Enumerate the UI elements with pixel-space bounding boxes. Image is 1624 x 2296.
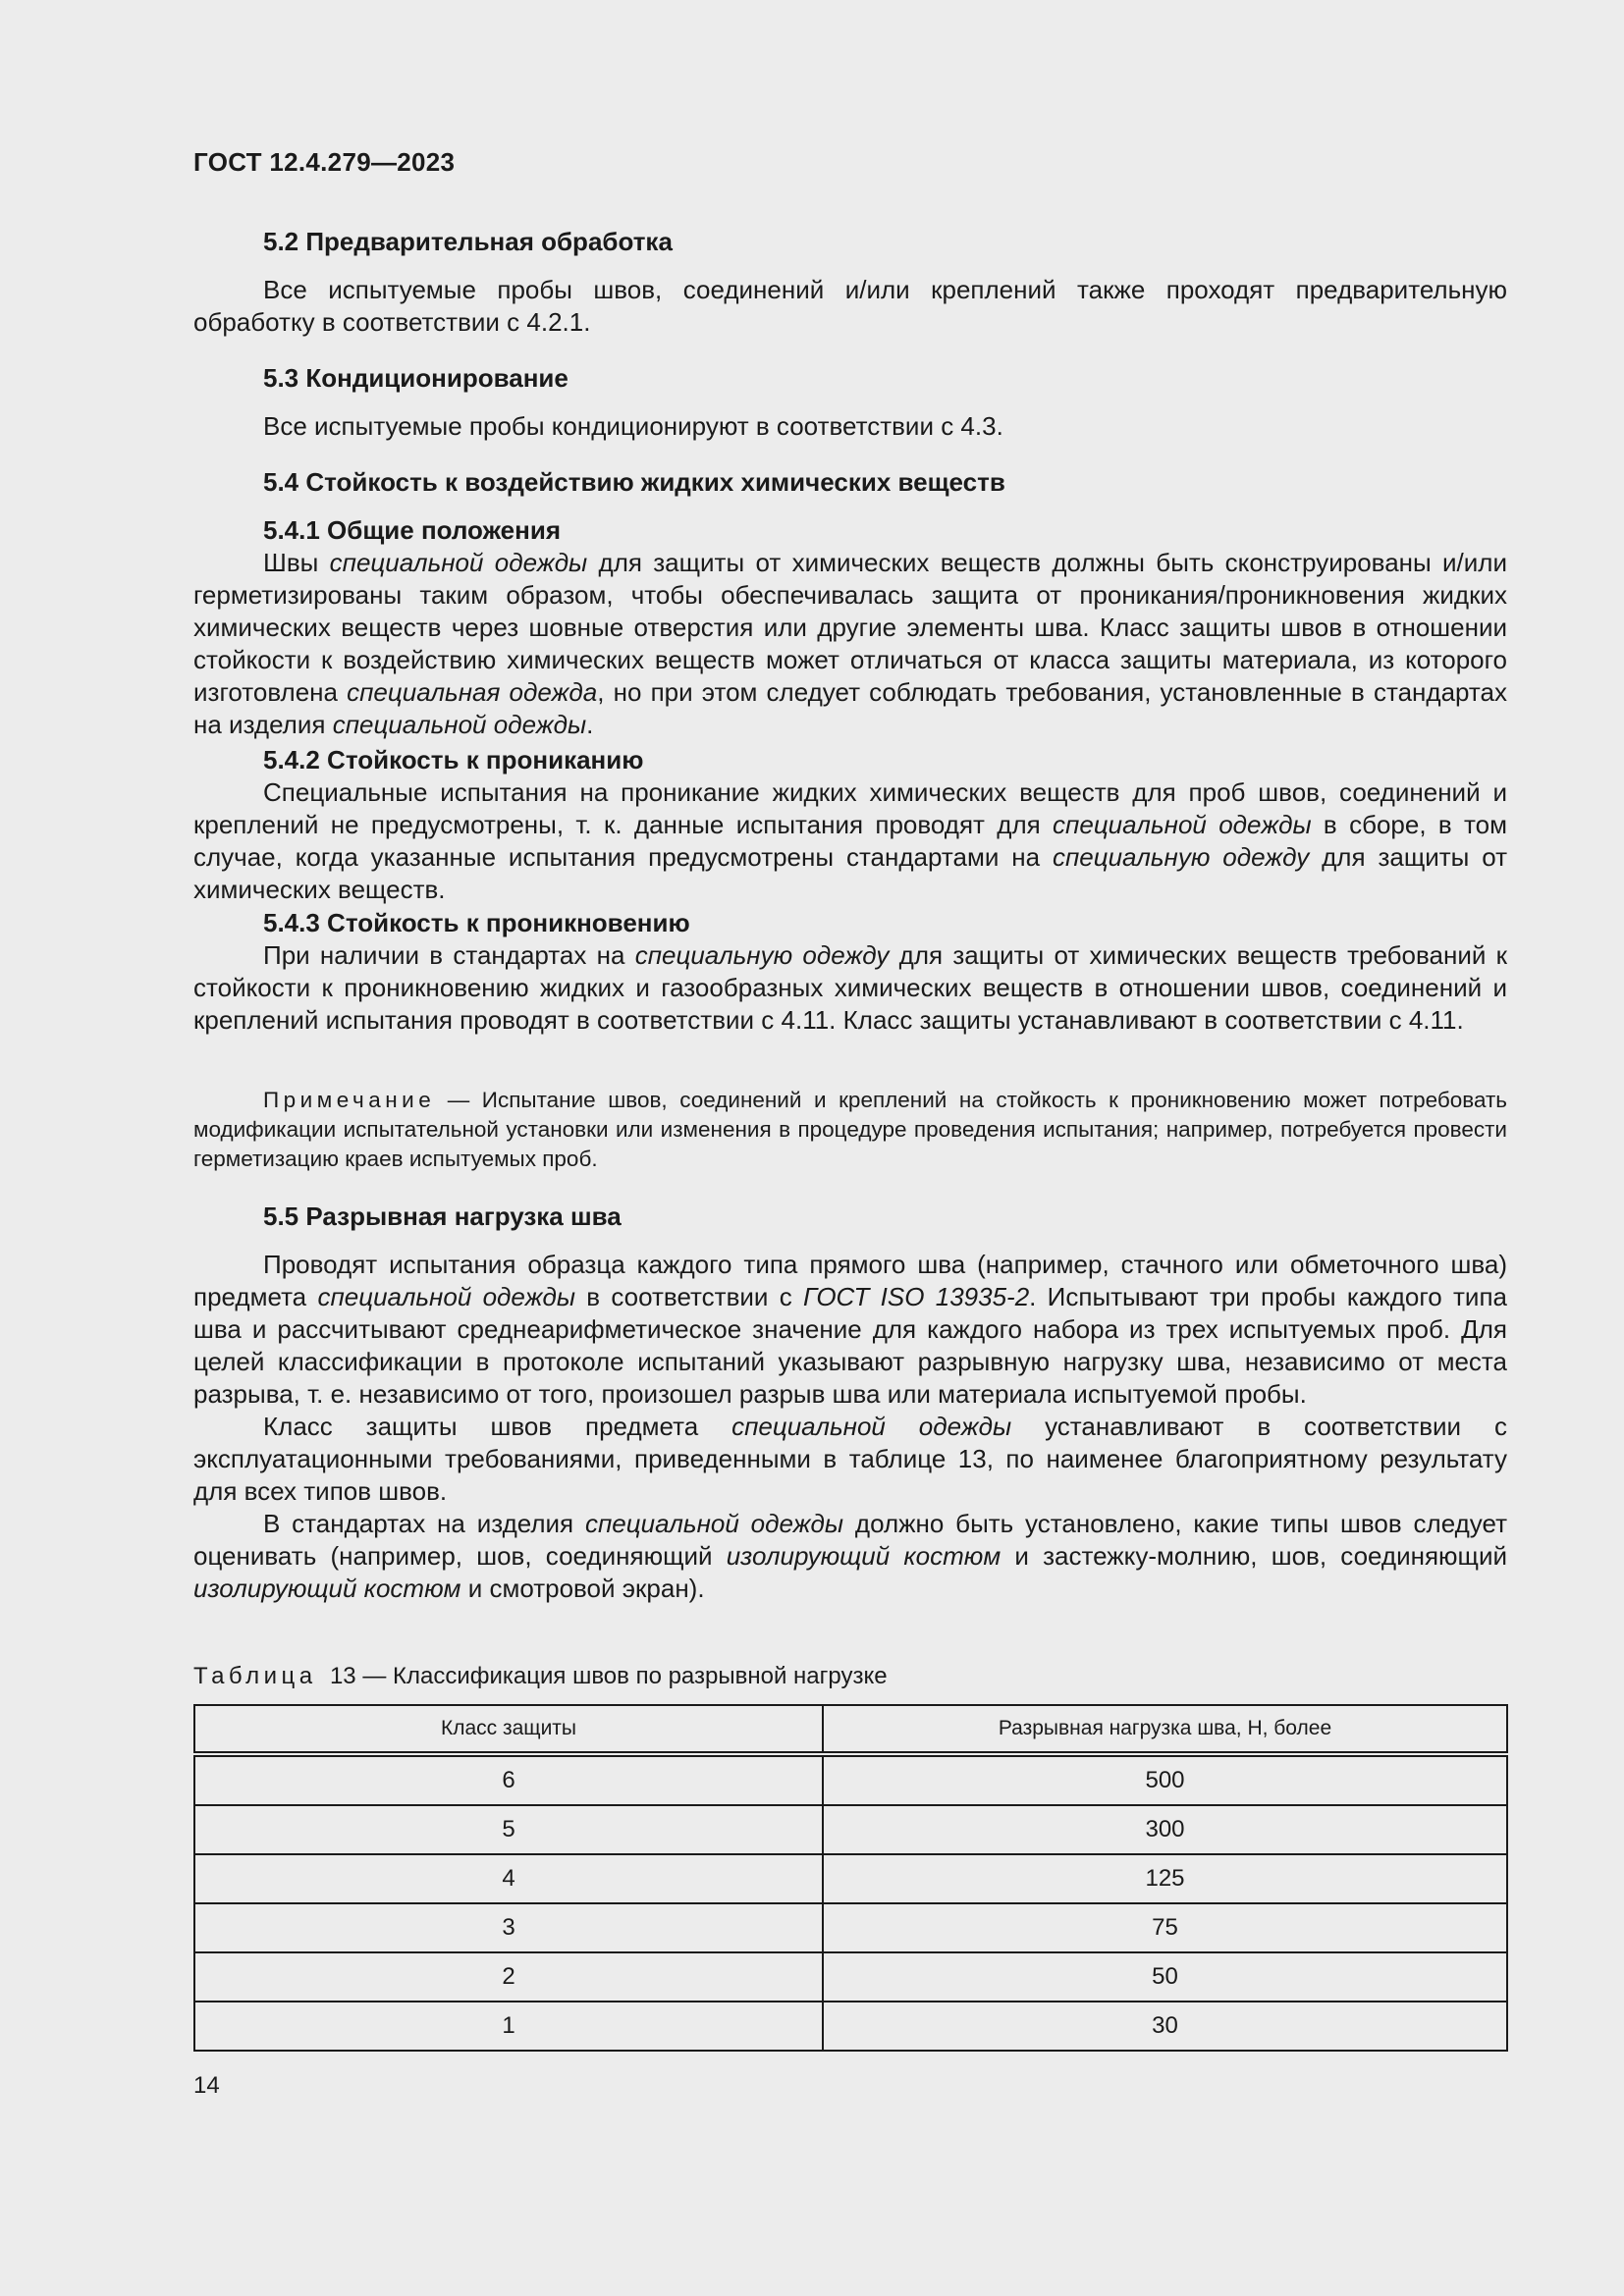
section-5-4-1 [193,514,1507,741]
table-row [194,1952,1507,2002]
table-row [194,1903,1507,1952]
column-header: Класс защиты [194,1705,823,1754]
section-title: 5.4 Стойкость к воздействию жидких химических веществ [263,467,1005,497]
note [193,1086,1507,1174]
table-cell: 500 [823,1754,1507,1805]
section-title: 5.3 Кондиционирование [263,363,568,393]
document-code: ГОСТ 12.4.279—2023 [193,147,456,177]
paragraph: При наличии в стандартах на специальную одежду для защиты от химических веществ требований к стойкости к проникновению жидких и газообразных химических веществ в отношении швов, соединений и креплений испытания проводят в соответствии с 4.11. Класс защиты устанавливают в соответствии с 4.11. [193,940,1507,1035]
table-cell: 50 [823,1952,1507,2002]
section-5-4-3 [193,907,1507,1037]
section-5-4 [193,466,1507,499]
table-cell: 6 [194,1754,823,1805]
table-row [194,1754,1507,1805]
table-row [194,1854,1507,1903]
section-title: 5.4.3 Стойкость к проникновению [263,908,690,937]
table-cell: 75 [823,1903,1507,1952]
paragraph: Специальные испытания на проникание жидких химических веществ для проб швов, соединений и креплений не предусмотрены, т. к. данные испытания проводят для специальной одежды в сборе, в том случае, когда указанные испытания предусмотрены стандартами на специальную одежду для защиты от химических веществ. [193,777,1508,904]
table-caption-label: Таблица [193,1663,317,1689]
table-caption-text: 13 — Классификация швов по разрывной нагрузке [329,1663,888,1689]
paragraph: Швы специальной одежды для защиты от химических веществ должны быть сконструированы и/или герметизированы таким образом, чтобы обеспечивалась защита от проникания/проникновения жидких химических веществ через шовные отверстия или другие элементы шва. Класс защиты швов в отношении стойкости к воздействию химических веществ может отличаться от класса защиты материала, из которого изготовлена специальная одежда, но при этом следует соблюдать требования, установленные в стандартах на изделия специальной одежды. [193,548,1507,739]
paragraph: Класс защиты швов предмета специальной одежды устанавливают в соответствии с эксплуатационными требованиями, приведенными в таблице 13, по наименее благоприятному результату для всех типов швов. [193,1412,1507,1506]
table-cell: 300 [823,1805,1507,1854]
section-title: 5.5 Разрывная нагрузка шва [263,1201,622,1231]
note-block [193,1086,1507,1174]
note-label: Примечание [263,1088,436,1112]
paragraph: Проводят испытания образца каждого типа прямого шва (например, стачного или обметочного шва) предмета специальной одежды в соответствии с ГОСТ ISO 13935-2. Испытывают три пробы каждого типа шва и рассчитывают среднеарифметическое значение для каждого набора из трех испытуемых проб. Для целей классификации в протоколе испытаний указывают разрывную нагрузку шва, независимо от места разрыва, т. е. независимо от того, произошел разрыв шва или материала испытуемой пробы. [193,1250,1507,1409]
table-row [194,1805,1507,1854]
section-5-3 [193,362,1507,443]
table-cell: 1 [194,2002,823,2051]
table-caption [193,1662,1507,1691]
section-title: 5.2 Предварительная обработка [263,227,673,256]
section-title: 5.4.2 Стойкость к прониканию [263,745,644,774]
table-cell: 3 [194,1903,823,1952]
note-text: — Испытание швов, соединений и креплений на стойкость к проникновению может потребовать модификации испытательной установки или изменения в процедуре проведения испытания; например, потребуется провести герметизацию краев испытуемых проб. [193,1088,1507,1171]
paragraph: Все испытуемые пробы кондиционируют в соответствии с 4.3. [263,411,1003,441]
paragraph: В стандартах на изделия специальной одежды должно быть установлено, какие типы швов следует оценивать (например, шов, соединяющий изолирующий костюм и застежку-молнию, шов, соединяющий изолирующий костюм и смотровой экран). [193,1509,1507,1603]
classification-table [193,1704,1508,2052]
table-cell: 2 [194,1952,823,2002]
page-number: 14 [193,2072,220,2099]
table-cell: 5 [194,1805,823,1854]
section-title: 5.4.1 Общие положения [263,515,561,545]
table-cell: 30 [823,2002,1507,2051]
section-5-4-2 [193,744,1507,906]
table-cell: 125 [823,1854,1507,1903]
section-5-2 [193,226,1507,339]
column-header: Разрывная нагрузка шва, Н, более [823,1705,1507,1754]
section-5-5 [193,1201,1507,1605]
table-header-row [194,1705,1507,1754]
paragraph: Все испытуемые пробы швов, соединений и/или креплений также проходят предварительную обработку в соответствии с 4.2.1. [193,275,1507,337]
table-cell: 4 [194,1854,823,1903]
table-row [194,2002,1507,2051]
